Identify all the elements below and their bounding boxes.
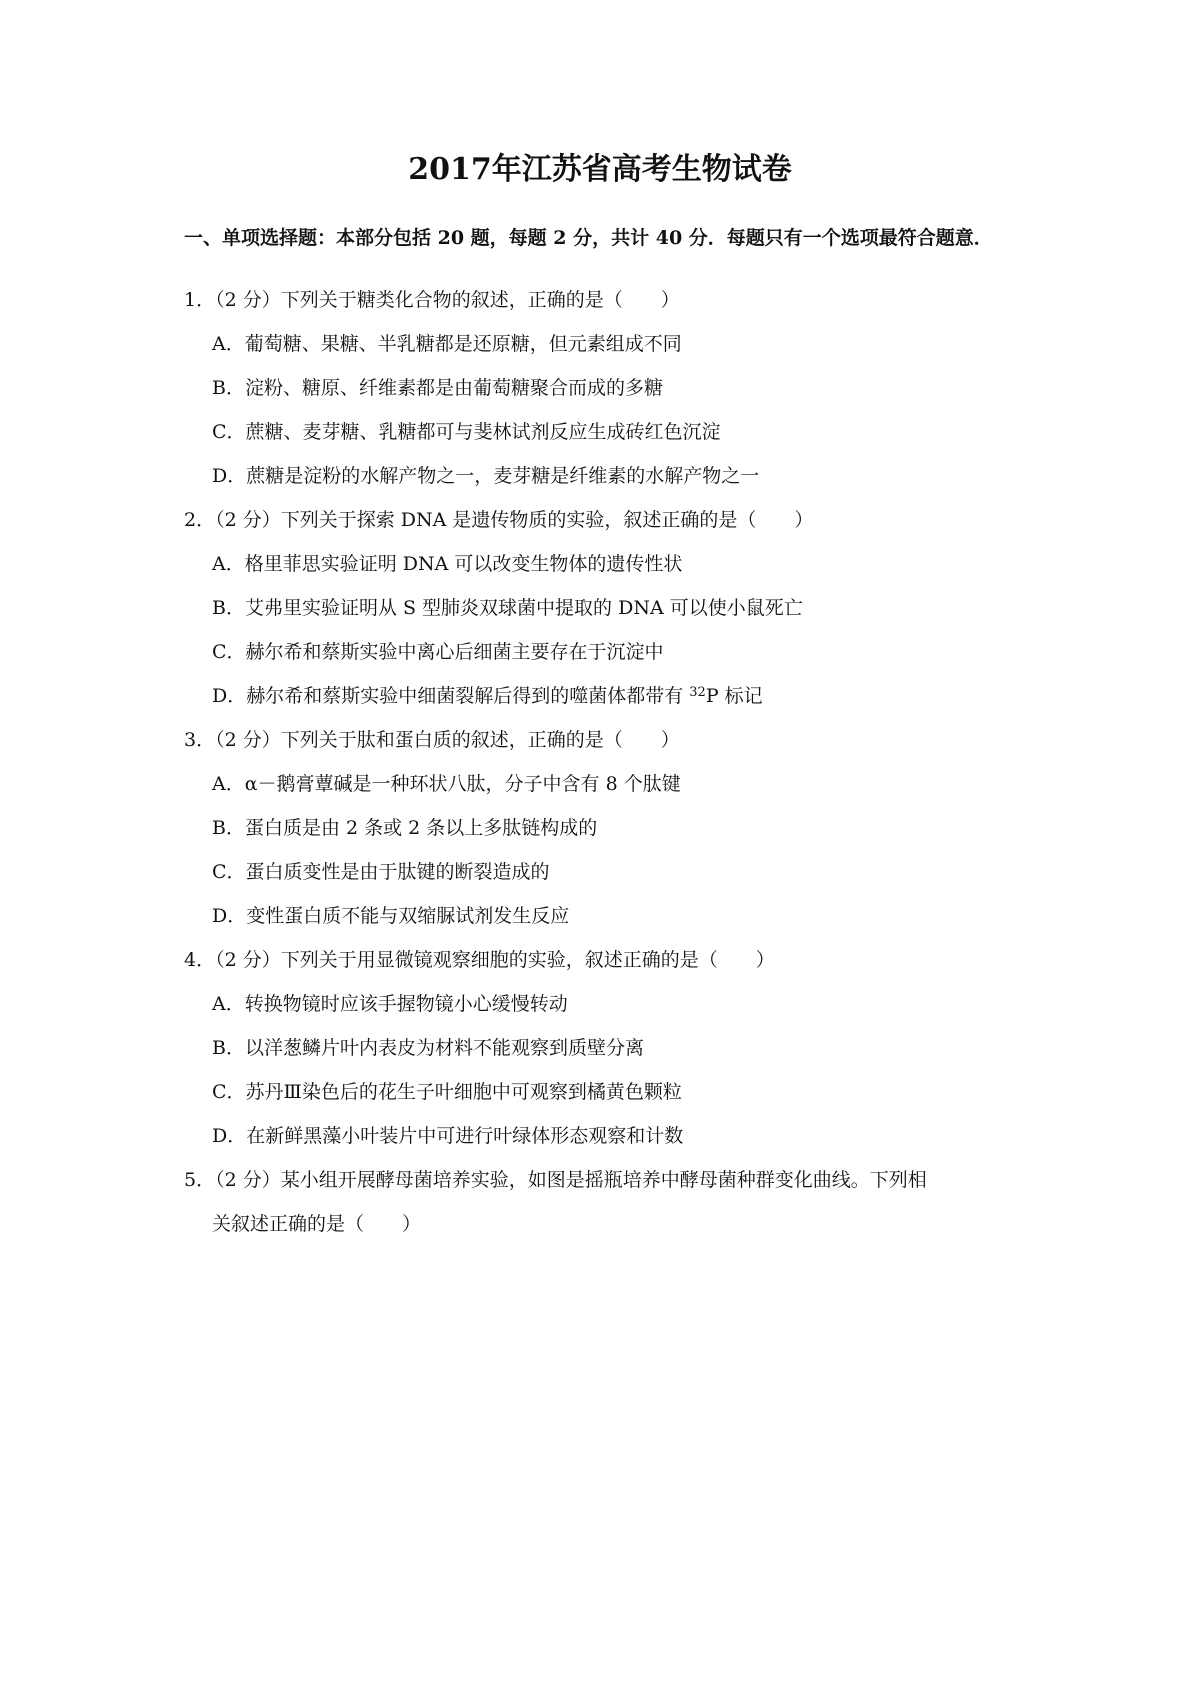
question-2-option-d-suffix: P 标记 [705, 685, 763, 707]
question-1-option-a: A．葡萄糖、果糖、半乳糖都是还原糖，但元素组成不同 [212, 333, 682, 355]
question-2-option-a: A．格里菲思实验证明 DNA 可以改变生物体的遗传性状 [212, 553, 683, 575]
question-3-option-d: D．变性蛋白质不能与双缩脲试剂发生反应 [212, 905, 570, 927]
question-1-option-c: C．蔗糖、麦芽糖、乳糖都可与斐林试剂反应生成砖红色沉淀 [212, 421, 721, 443]
question-3-stem: 3．（2 分）下列关于肽和蛋白质的叙述，正确的是（ ） [184, 729, 680, 751]
question-2-option-b: B．艾弗里实验证明从 S 型肺炎双球菌中提取的 DNA 可以使小鼠死亡 [212, 597, 803, 619]
page-title: 2017年江苏省高考生物试卷 [408, 152, 792, 187]
question-4-option-b: B．以洋葱鳞片叶内表皮为材料不能观察到质壁分离 [212, 1037, 644, 1059]
question-5-stem: 5．（2 分）某小组开展酵母菌培养实验，如图是摇瓶培养中酵母菌种群变化曲线。下列相 [184, 1169, 927, 1191]
question-4-option-a: A．转换物镜时应该手握物镜小心缓慢转动 [212, 993, 568, 1015]
question-5-stem-continued: 关叙述正确的是（ ） [212, 1213, 422, 1235]
question-1-stem: 1．（2 分）下列关于糖类化合物的叙述，正确的是（ ） [184, 289, 680, 311]
question-2-option-d-text: D．赫尔希和蔡斯实验中细菌裂解后得到的噬菌体都带有 [212, 685, 690, 707]
question-1-option-d: D．蔗糖是淀粉的水解产物之一，麦芽糖是纤维素的水解产物之一 [212, 465, 760, 487]
question-2-option-c: C．赫尔希和蔡斯实验中离心后细菌主要存在于沉淀中 [212, 641, 664, 663]
question-2-stem: 2．（2 分）下列关于探索 DNA 是遗传物质的实验，叙述正确的是（ ） [184, 509, 814, 531]
question-3-option-b: B．蛋白质是由 2 条或 2 条以上多肽链构成的 [212, 817, 598, 839]
question-4-stem: 4．（2 分）下列关于用显微镜观察细胞的实验，叙述正确的是（ ） [184, 949, 775, 971]
isotope-superscript: 32 [689, 685, 706, 700]
question-3-option-c: C．蛋白质变性是由于肽键的断裂造成的 [212, 861, 550, 883]
question-3-option-a: A．α－鹅膏蕈碱是一种环状八肽，分子中含有 8 个肽键 [212, 773, 681, 795]
question-4-option-d: D．在新鲜黑藻小叶装片中可进行叶绿体形态观察和计数 [212, 1125, 684, 1147]
section-instructions: 一、单项选择题：本部分包括 20 题，每题 2 分，共计 40 分．每题只有一个选项最符合题意． [184, 227, 993, 249]
question-2-option-d [212, 672, 1032, 720]
question-1-option-b: B．淀粉、糖原、纤维素都是由葡萄糖聚合而成的多糖 [212, 377, 663, 399]
question-4-option-c: C．苏丹Ⅲ染色后的花生子叶细胞中可观察到橘黄色颗粒 [212, 1081, 682, 1103]
